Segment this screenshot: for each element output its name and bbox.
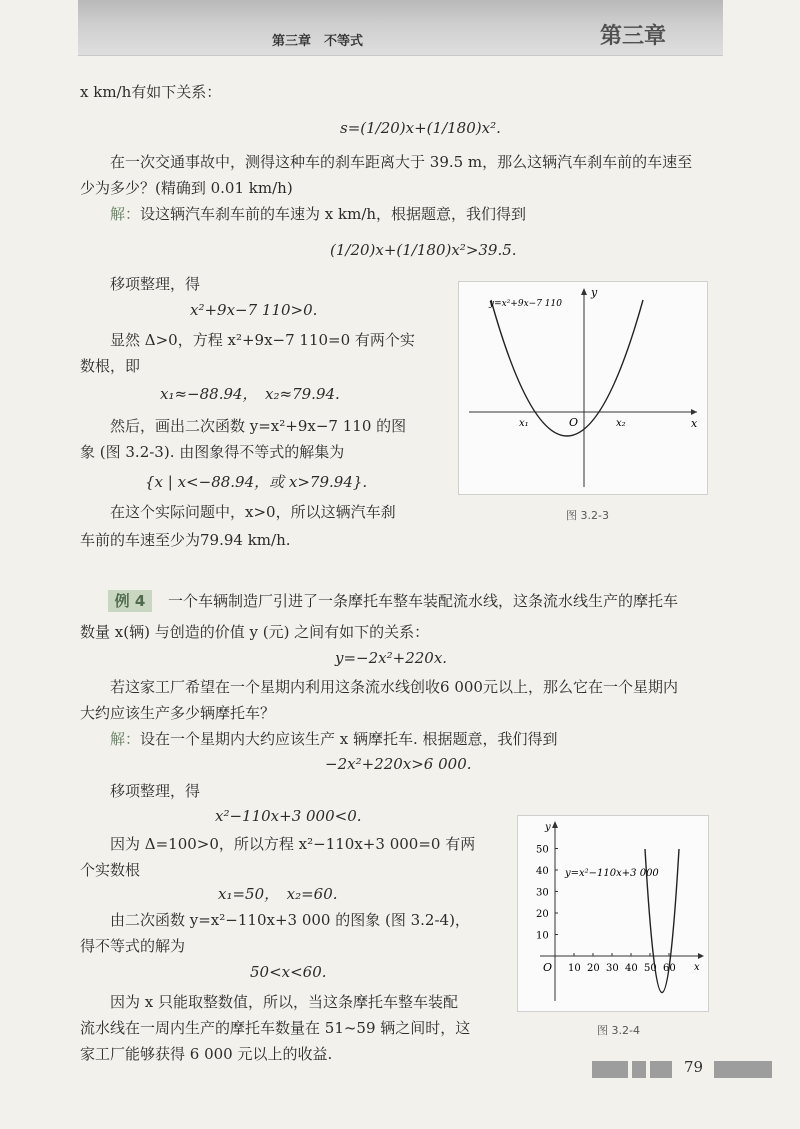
text-line: x km/h有如下关系：: [80, 83, 222, 101]
text-line: 由二次函数 y=x²−110x+3 000 的图象 (图 3.2-4)，: [110, 911, 470, 929]
formula-inequality: −2x²+220x>6 000.: [325, 755, 472, 773]
origin-label: O: [569, 416, 579, 429]
text-line: 显然 Δ>0，方程 x²+9x−7 110=0 有两个实: [110, 331, 415, 349]
footer-bar: [714, 1061, 772, 1078]
y-axis-label: y: [545, 822, 551, 833]
text-line: 设在一个星期内大约应该生产 x 辆摩托车. 根据题意，我们得到: [140, 730, 558, 748]
y-tick-label: 50: [536, 844, 549, 856]
curve-label: y=x²+9x−7 110: [489, 299, 562, 309]
formula-solution: 50<x<60.: [250, 963, 327, 981]
formula-roots: x₁=50， x₂=60.: [218, 885, 338, 903]
text-line: 若这家工厂希望在一个星期内利用这条流水线创收6 000元以上，那么它在一个星期内: [110, 678, 678, 696]
running-header-title: 第三章 不等式: [272, 34, 364, 49]
footer-bar: [592, 1061, 628, 1078]
text-line: 得不等式的解为: [80, 937, 186, 955]
figure-3-2-3-graph: [459, 282, 707, 494]
text-line: 大约应该生产多少辆摩托车？: [80, 704, 276, 722]
figure-3-2-4-graph: [518, 816, 708, 1011]
y-tick-label: 20: [536, 909, 549, 920]
figure-3-2-4: [517, 815, 709, 1012]
text-line: 在这个实际问题中，x>0，所以这辆汽车刹: [110, 503, 396, 521]
formula-distance: s=(1/20)x+(1/180)x².: [340, 119, 501, 137]
y-tick-label: 40: [536, 866, 549, 877]
text-line: 一个车辆制造厂引进了一条摩托车整车装配流水线，这条流水线生产的摩托车: [168, 592, 679, 610]
text-line: 家工厂能够获得 6 000 元以上的收益.: [80, 1045, 333, 1063]
solution-label: 解：: [110, 205, 141, 223]
root1-label: x₁: [519, 418, 529, 429]
x-tick-label: 30: [606, 963, 619, 974]
x-tick-label: 60: [663, 963, 676, 974]
x-tick-label: 50: [644, 963, 657, 974]
text-line: 数根，即: [80, 357, 141, 375]
x-tick-label: 40: [625, 963, 638, 974]
x-axis-label: x: [694, 962, 700, 973]
root2-label: x₂: [616, 418, 626, 429]
text-line: 车前的车速至少为79.94 km/h.: [80, 531, 291, 549]
x-axis-label: x: [691, 417, 698, 430]
text-line: 在一次交通事故中，测得这种车的刹车距离大于 39.5 m，那么这辆汽车刹车前的车速至: [110, 153, 693, 171]
page-number: 79: [684, 1058, 704, 1076]
formula-solution-set: {x | x<−88.94，或 x>79.94}.: [145, 473, 368, 491]
formula-inequality: (1/20)x+(1/180)x²>39.5.: [330, 241, 517, 259]
example-4-label: 例 4: [108, 590, 152, 612]
solution-label: 解：: [110, 730, 141, 748]
figure-3-2-4-caption: 图 3.2-4: [597, 1024, 640, 1037]
text-line: 移项整理，得: [110, 782, 201, 800]
text-line: 个实数根: [80, 861, 141, 879]
x-tick-label: 20: [587, 963, 600, 974]
x-axis-arrow: [698, 953, 704, 959]
y-axis-arrow: [552, 821, 558, 828]
origin-label: O: [543, 961, 553, 974]
y-tick-label: 10: [536, 930, 549, 942]
x-axis-arrow: [691, 409, 697, 415]
y-tick-label: 30: [536, 887, 549, 899]
parabola-curve: [491, 300, 643, 436]
chapter-tab: 第三章: [600, 24, 667, 49]
formula-value: y=−2x²+220x.: [335, 649, 448, 667]
figure-3-2-3-caption: 图 3.2-3: [566, 509, 609, 522]
footer-bar: [650, 1061, 672, 1078]
x-tick-label: 10: [568, 963, 581, 974]
text-line: 数量 x(辆) 与创造的价值 y (元) 之间有如下的关系：: [80, 623, 430, 641]
formula-inequality: x²−110x+3 000<0.: [215, 807, 362, 825]
text-line: 设这辆汽车刹车前的车速为 x km/h，根据题意，我们得到: [140, 205, 527, 223]
text-line: 象 (图 3.2-3). 由图象得不等式的解集为: [80, 443, 345, 461]
formula-inequality: x²+9x−7 110>0.: [190, 301, 318, 319]
curve-label: y=x²−110x+3 000: [565, 868, 659, 879]
text-line: 然后，画出二次函数 y=x²+9x−7 110 的图: [110, 417, 407, 435]
text-line: 流水线在一周内生产的摩托车数量在 51~59 辆之间时，这: [80, 1019, 471, 1037]
y-axis-arrow: [581, 288, 587, 295]
text-line: 移项整理，得: [110, 275, 201, 293]
text-line: 少为多少？(精确到 0.01 km/h): [80, 179, 293, 197]
text-line: 因为 x 只能取整数值，所以，当这条摩托车整车装配: [110, 993, 458, 1011]
formula-roots: x₁≈−88.94， x₂≈79.94.: [160, 385, 340, 403]
figure-3-2-3: [458, 281, 708, 495]
text-line: 因为 Δ=100>0，所以方程 x²−110x+3 000=0 有两: [110, 835, 476, 853]
y-axis-label: y: [591, 286, 598, 299]
footer-bar: [632, 1061, 646, 1078]
